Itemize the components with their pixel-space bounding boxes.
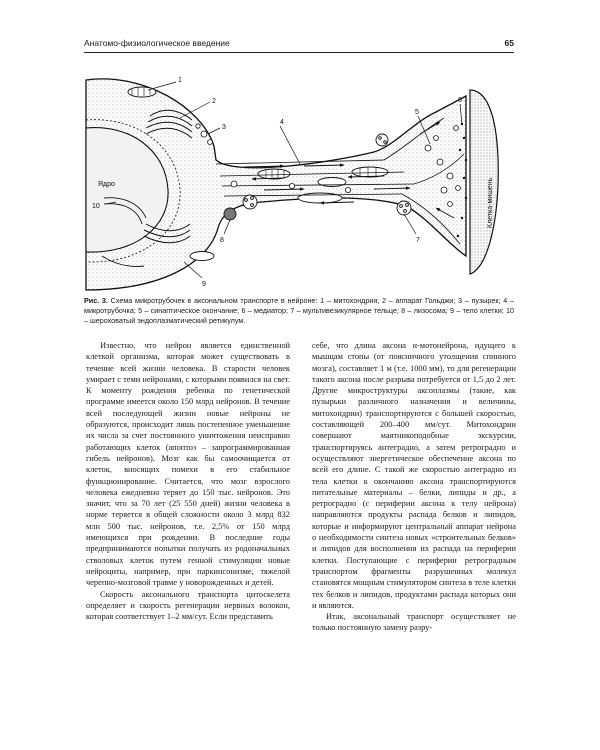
page-number: 65: [504, 38, 514, 48]
label-3: 3: [222, 124, 226, 131]
label-8: 8: [220, 237, 224, 244]
running-head-section: Анатомо-физиологическое введение: [84, 38, 230, 48]
paragraph: себе, что длина аксона α-мотонейрона, идущего к мышцам стопы (от поясничного утолщения спинного мозга), составляет 1 м (т.е. 1000 мм), то для регенерации такого аксона после разрыва потребуется от 1,5 до 2 лет. Другие микроструктуры аксоплазмы (такие, как пузырьки различного назначения и величины, митохондрии) транспортируются с большей скоростью, составляющей 200–400 мм/сут. Митохондрии совершают маятникоподобные экскурсии, транспортируясь антеградно, а затем ретроградно и осуществляют энергетическое обеспечение аксона по всей его длине. С такой же скоростью антеградно из тела клетки к окончанию аксона транспортируются питательные материалы – белки, липиды и др., а ретроградно (с периферии аксона к телу нейрона) направляются продукты распада белков и липидов, которые и информируют центральный аппарат нейрона о необходимости синтеза новых «строительных белков» и липидов для восполнения их распада на периферии клетки. Поступающие с периферии ретроградным транспортом фрагменты разрушенных молекул становятся мощным стимулятором синтеза в теле клетки тех белков и липидов, продуктами распада которых они и являются.: [312, 341, 516, 610]
caption-prefix: Рис. 3.: [84, 296, 108, 305]
lysosome: [224, 208, 236, 220]
header-rule: [84, 52, 514, 53]
label-10: 10: [92, 203, 100, 210]
figure-caption: [84, 296, 514, 327]
label-5: 5: [415, 109, 419, 116]
label-2: 2: [212, 98, 216, 105]
label-nucleus: Ядро: [98, 181, 115, 188]
paragraph: Скорость аксонального транспорта цитоскелета определяет и скорость регенерации нервных волокон, которая соответствует 1–2 мм/сут. Если представить: [86, 589, 290, 622]
label-9: 9: [202, 281, 206, 288]
label-1: 1: [178, 77, 182, 84]
paragraph: Известно, что нейрон является единственной клеткой организма, которая может существовать в течение всей жизни человека. В старости человек умирает с теми нейронами, с которыми появился на свет. К моменту рождения ребенка по генетической программе имеется около 150 млрд нейронов. В течение всей последующей жизни новые нейроны не образуются, происходит лишь постепенное уменьшение их числа за счет постоянного уничтожения неисправно работающих клеток (апоптоз – запрограммированная гибель нейронов). Мозг как бы самоочищается от клеток, вносящих помехи в его стабильное функционирование. Считается, что мозг взрослого человека ежедневно теряет до 150 тыс. нейронов. Это значит, что за 70 лет (25 550 дней) жизни человека в норме теряется в общей сложности около 3 млрд 832 млн 500 тыс. нейронов, т.е. 2,5% от 150 млрд имеющихся при рождении. В последние годы предпринимаются попытки получать из родоначальных стволовых клеток путем генной стимуляции новые нейроциты, например, при паркинсонизме, тяжелой черепно-мозговой травме у новорожденных и детей.: [86, 341, 290, 588]
caption-text: Схема микротрубочек в аксональном транспорте в нейроне: 1 – митохондрия; 2 – аппарат Гольджи; 3 – пузырек; 4 – микротрубочка; 5 – синаптическое окончание; 6 – медиатор; 7 – мультивезикулярное тельце; 8 – лизосома; 9 – тело клетки; 10 – шероховатый эндоплазматический ретикулум.: [84, 296, 514, 326]
running-head: [84, 38, 514, 52]
body-column-left: [86, 340, 290, 622]
figure-neuron-axonal-transport: [84, 68, 514, 294]
label-7: 7: [416, 237, 420, 244]
body-column-right: [312, 340, 516, 634]
neuron-diagram: [84, 68, 514, 294]
label-6: 6: [458, 97, 462, 104]
label-target-cell: Клетка-мишень: [487, 177, 494, 228]
label-4: 4: [280, 119, 284, 126]
paragraph: Итак, аксональный транспорт осуществляет не только постоянную замену разру-: [312, 612, 516, 633]
